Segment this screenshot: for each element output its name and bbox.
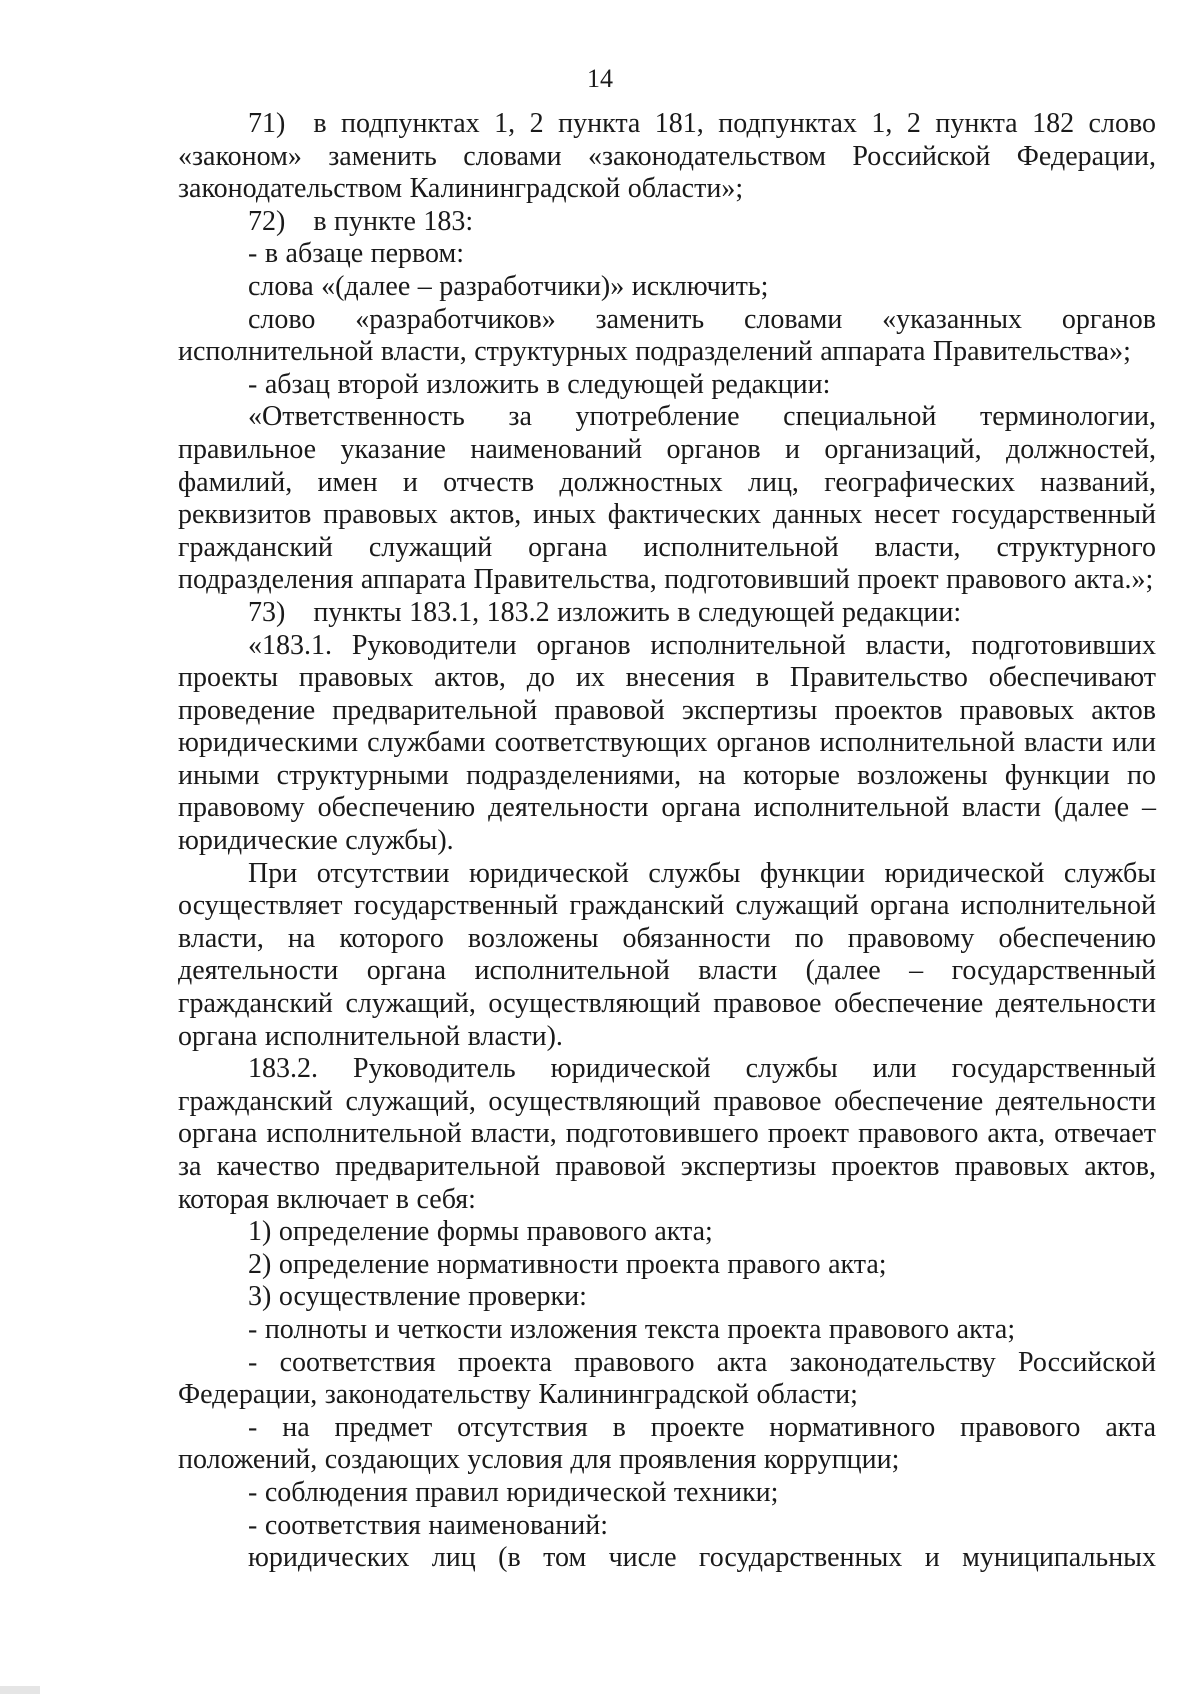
paragraph-73: 73) пункты 183.1, 183.2 изложить в следующей редакции: bbox=[248, 596, 962, 628]
scan-edge-mark bbox=[0, 1686, 40, 1694]
paragraph-72-exclude-words: слова «(далее – разработчики)» исключить; bbox=[248, 270, 769, 302]
document-body bbox=[178, 108, 1156, 1575]
paragraph-71: 71) в подпунктах 1, 2 пункта 181, подпунктах 1, 2 пункта 182 слово «законом» заменить словами «законодательством Российской Федерации, законодательством Калининградской области»; bbox=[178, 108, 1156, 205]
list-item-normativity: 2) определение нормативности проекта правого акта; bbox=[248, 1248, 887, 1280]
paragraph-183-2: 183.2. Руководитель юридической службы или государственный гражданский служащий, осуществляющий правовое обеспечение деятельности органа исполнительной власти, подготовившего проект правового акта, отвечает за качество предварительной правовой экспертизы проектов правовых актов, которая включает в себя: bbox=[178, 1053, 1156, 1215]
paragraph-183-1: «183.1. Руководители органов исполнительной власти, подготовивших проекты правовых актов, до их внесения в Правительство обеспечивают проведение предварительной правовой экспертизы проектов правовых актов юридическими службами соответствующих органов исполнительной власти или иными структурными подразделениями, на которые возложены функции по правовому обеспечению деятельности органа исполнительной власти (далее – юридические службы). bbox=[178, 629, 1156, 857]
list-item-verification: 3) осуществление проверки: bbox=[248, 1281, 587, 1313]
paragraph-72-second-abzac: - абзац второй изложить в следующей редакции: bbox=[248, 368, 831, 400]
page-number: 14 bbox=[587, 64, 613, 93]
paragraph-no-legal-service: При отсутствии юридической службы функции юридической службы осуществляет государственный гражданский служащий органа исполнительной власти, на которого возложены обязанности по правовому обеспечению деятельности органа исполнительной власти (далее – государственный гражданский служащий, осуществляющий правовое обеспечение деятельности органа исполнительной власти). bbox=[178, 857, 1156, 1052]
list-item-completeness: - полноты и четкости изложения текста проекта правового акта; bbox=[248, 1313, 1016, 1345]
paragraph-72-replace-word: слово «разработчиков» заменить словами «указанных органов исполнительной власти, структурных подразделений аппарата Правительства»; bbox=[178, 303, 1156, 368]
paragraph-legal-entities: юридических лиц (в том числе государственных и муниципальных bbox=[248, 1542, 1156, 1574]
list-item-compliance: - соответствия проекта правового акта законодательству Российской Федерации, законодательству Калининградской области; bbox=[178, 1346, 1156, 1411]
list-item-names: - соответствия наименований: bbox=[248, 1509, 608, 1541]
list-item-corruption: - на предмет отсутствия в проекте нормативного правового акта положений, создающих условия для проявления коррупции; bbox=[178, 1411, 1156, 1476]
paragraph-responsibility-quote: «Ответственность за употребление специальной терминологии, правильное указание наименований органов и организаций, должностей, фамилий, имен и отчеств должностных лиц, географических названий, реквизитов правовых актов, иных фактических данных несет государственный гражданский служащий органа исполнительной власти, структурного подразделения аппарата Правительства, подготовивший проект правового акта.»; bbox=[178, 401, 1156, 596]
paragraph-72-first-abzac: - в абзаце первом: bbox=[248, 238, 465, 270]
list-item-form: 1) определение формы правового акта; bbox=[248, 1216, 713, 1248]
paragraph-72: 72) в пункте 183: bbox=[248, 205, 474, 237]
list-item-legal-technique: - соблюдения правил юридической техники; bbox=[248, 1476, 779, 1508]
